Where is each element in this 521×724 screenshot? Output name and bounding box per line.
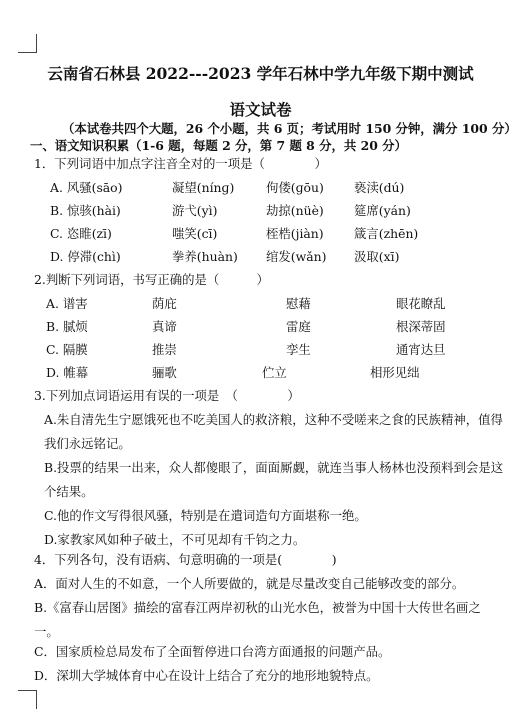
q2-option-c-word3: 孪生 [286,342,311,357]
q1-option-b-word4: 筵席(yán) [354,203,411,218]
q2-option-a-word1: A. 谱害 [46,296,88,311]
q1-option-a-word3: 佝偻(ɡōu) [266,180,324,195]
q1-option-c-word1: C. 恣睢(zī) [50,226,112,241]
q2-option-a-word3: 慰藉 [286,296,311,311]
q4-option-a: A．面对人生的不如意，一个人所要做的，就是尽量改变自己能够改变的部分。 [34,576,465,591]
section-heading: 一、语文知识积累（1-6 题，每题 2 分，第 7 题 8 分，共 20 分） [30,138,407,153]
q3-option-d: D.家教家风如种子破土，不可见却有千钧之力。 [44,532,306,547]
q2-option-d-word2: 骊歌 [152,365,177,380]
q1-option-b-word2: 游弋(yì) [172,203,218,218]
exam-instructions: （本试卷共四个大题，26 个小题，共 6 页；考试用时 150 分钟，满分 100 分） [62,121,517,136]
q1-option-b-word3: 劫掠(nüè) [266,203,324,218]
q1-option-c-word4: 箴言(zhēn) [354,226,419,241]
q4-option-d: D．深圳大学城体育中心在设计上结合了充分的地形地貌特点。 [34,668,379,683]
q2-option-b-word2: 真谛 [152,319,177,334]
q2-option-c-word2: 推崇 [152,342,177,357]
question-3-stem: 3.下列加点词语运用有误的一项是 （ ） [34,388,300,403]
q1-option-d-word3: 绾发(wǎn) [266,249,327,264]
q2-option-d-word4: 相形见绌 [370,365,420,380]
q1-option-a-word1: A. 风骚(sāo) [50,180,123,195]
q3-option-c: C.他的作文写得很风骚，特别是在遣词造句方面堪称一绝。 [44,508,367,523]
q2-option-d-word3: 伫立 [262,365,287,380]
q1-option-b-word1: B. 惊骇(hài) [50,203,121,218]
q2-option-d-word1: D. 帷幕 [46,365,89,380]
question-2-stem: 2.判断下列词语，书写正确的是（ ） [34,272,269,287]
q1-option-c-word2: 嗤笑(cī) [172,226,218,241]
q2-option-c-word1: C. 隔膜 [46,342,88,357]
q2-option-b-word1: B. 腻烦 [46,319,88,334]
q1-option-c-word3: 桎梏(jiàn) [266,226,324,241]
question-1-stem: 1．下列词语中加点字注音全对的一项是（ ） [34,156,327,171]
crop-mark-top-left [18,34,37,53]
q2-option-b-word3: 雷庭 [286,319,311,334]
crop-mark-bottom-left [18,690,37,709]
q1-option-d-word4: 汲取(xī) [354,249,400,264]
exam-title: 云南省石林县 2022---2023 学年石林中学九年级下期中测试 [47,64,474,83]
q2-option-a-word2: 荫庇 [152,296,177,311]
q4-option-c: C．国家质检总局发布了全面暂停进口台湾方面通报的问题产品。 [34,644,391,659]
q3-option-a: A.朱自清先生宁愿饿死也不吃美国人的救济粮，这种不受嗟来之食的民族精神，值得我们永远铭记。 [44,412,503,451]
exam-subject: 语文试卷 [229,100,292,119]
q1-option-a-word4: 亵渎(dú) [354,180,405,195]
question-4-stem: 4．下列各句，没有语病、句意明确的一项是( ) [34,552,337,567]
q2-option-c-word4: 通宵达旦 [396,342,446,357]
q2-option-b-word4: 根深蒂固 [396,319,446,334]
q1-option-d-word1: D. 停滞(chì) [50,249,121,264]
q1-option-a-word2: 凝望(nínɡ) [172,180,235,195]
q1-option-d-word2: 拳养(huàn) [172,249,238,264]
q2-option-a-word4: 眼花瞭乱 [396,296,446,311]
q3-option-b: B.投票的结果一出来，众人都傻眼了，面面厮觑，就连当事人杨林也没预料到会是这个结果。 [44,460,504,499]
q4-option-b: B.《富春山居图》描绘的富春江两岸初秋的山光水色，被誉为中国十大传世名画之一。 [34,600,481,639]
